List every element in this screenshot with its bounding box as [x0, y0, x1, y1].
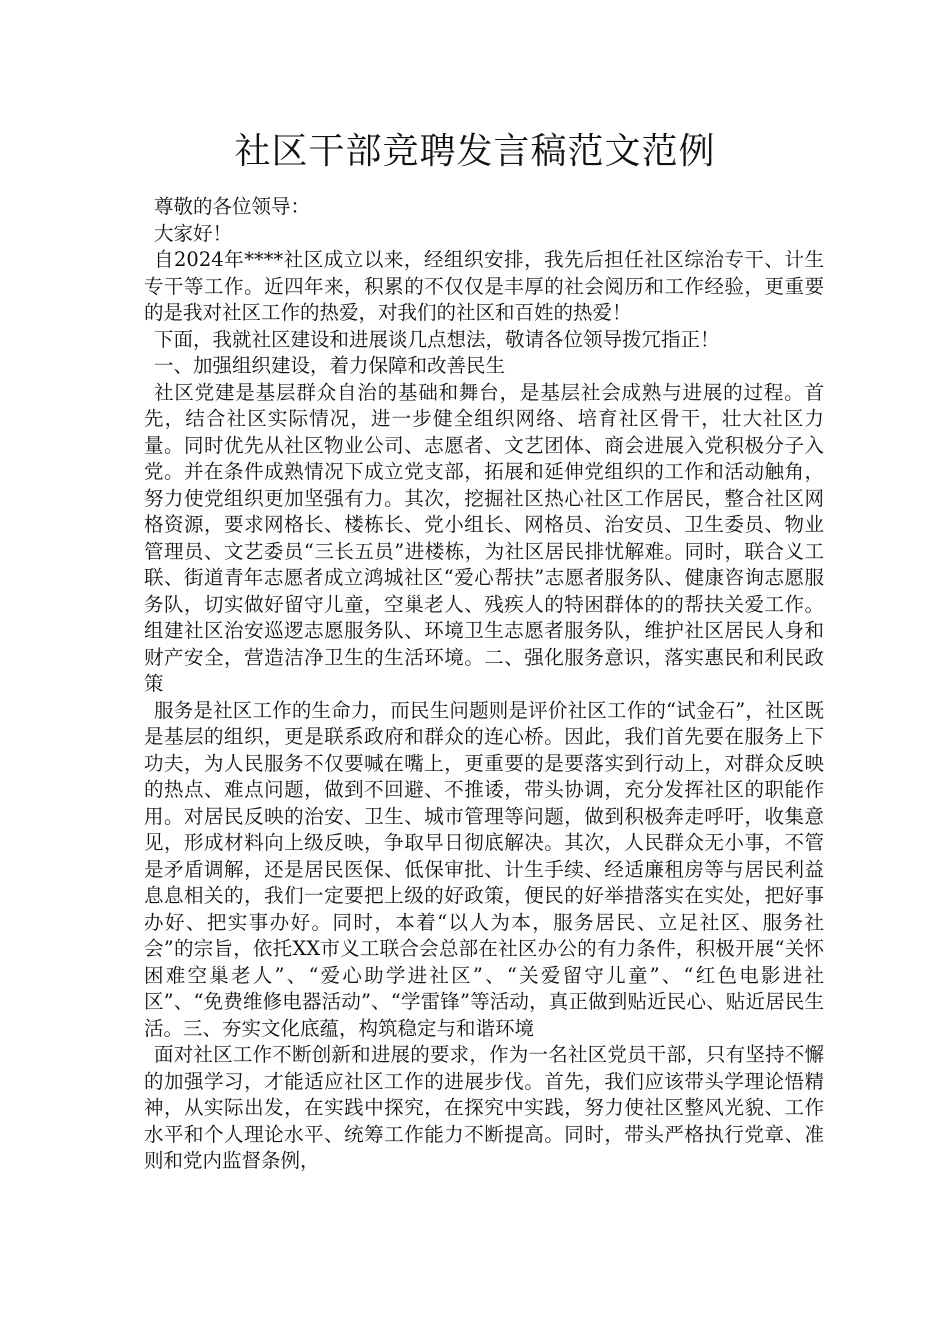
paragraph-section-3: 面对社区工作不断创新和进展的要求，作为一名社区党员干部，只有坚持不懈的加强学习，才能适应社区工作的进展步伐。首先，我们应该带头学理论悟精神，从实际出发，在实践中探究，在探究中实践，努力使社区整风光貌、工作水平和个人理论水平、统筹工作能力不断提高。同时，带头严格执行党章、准则和党内监督条例， [144, 1043, 824, 1172]
paragraph-intro: 自2024年****社区成立以来，经组织安排，我先后担任社区综治专干、计生专干等工作。近四年来，积累的不仅仅是丰厚的社会阅历和工作经验，更重要的是我对社区工作的热爱，对我们的社区和百姓的热爱！ [144, 248, 824, 324]
paragraph-section-1: 社区党建是基层群众自治的基础和舞台，是基层社会成熟与进展的过程。首先，结合社区实际情况，进一步健全组织网络、培育社区骨干，壮大社区力量。同时优先从社区物业公司、志愿者、文艺团体、商会进展入党积极分子入党。并在条件成熟情况下成立党支部，拓展和延伸党组织的工作和活动触角，努力使党组织更加坚强有力。其次，挖掘社区热心社区工作居民，整合社区网格资源，要求网格长、楼栋长、党小组长、网格员、治安员、卫生委员、物业管理员、文艺委员“三长五员”进楼栋，为社区居民排忧解难。同时，联合义工联、街道青年志愿者成立鸿城社区“爱心帮扶”志愿者服务队、健康咨询志愿服务队，切实做好留守儿童，空巢老人、残疾人的特困群体的的帮扶关爱工作。组建社区治安巡逻志愿服务队、环境卫生志愿者服务队，维护社区居民人身和财产安全，营造洁净卫生的生活环境。二、强化服务意识，落实惠民和利民政策 [144, 380, 824, 695]
section-heading-1: 一、加强组织建设，着力保障和改善民生 [154, 354, 506, 377]
paragraph-greeting: 大家好！ [154, 221, 233, 245]
paragraph-section-2: 服务是社区工作的生命力，而民生问题则是评价社区工作的“试金石”，社区既是基层的组织，更是联系政府和群众的连心桥。因此，我们首先要在服务上下功夫，为人民服务不仅要喊在嘴上，更重要的是要落实到行动上，对群众反映的热点、难点问题，做到不回避、不推诿，带头协调，充分发挥社区的职能作用。对居民反映的治安、卫生、城市管理等问题，做到积极奔走呼吁，收集意见，形成材料向上级反映，争取早日彻底解决。其次，人民群众无小事，不管是矛盾调解，还是居民医保、低保审批、计生手续、经适廉租房等与居民利益息息相关的，我们一定要把上级的好政策，便民的好举措落实在实处，把好事办好、把实事办好。同时，本着“以人为本，服务居民、立足社区、服务社会”的宗旨，依托XX市义工联合会总部在社区办公的有力条件，积极开展“关怀困难空巢老人”、“爱心助学进社区”、“关爱留守儿童”、“红色电影进社区”、“免费维修电器活动”、“学雷锋”等活动，真正做到贴近民心、贴近居民生活。三、夯实文化底蕴，构筑稳定与和谐环境 [144, 698, 824, 1040]
paragraph-preface: 下面，我就社区建设和进展谈几点想法，敬请各位领导拨冗指正！ [154, 327, 720, 351]
document-body [144, 194, 824, 1175]
paragraph-salutation: 尊敬的各位领导： [154, 195, 311, 218]
document-title: 社区干部竞聘发言稿范文范例 [234, 131, 716, 172]
